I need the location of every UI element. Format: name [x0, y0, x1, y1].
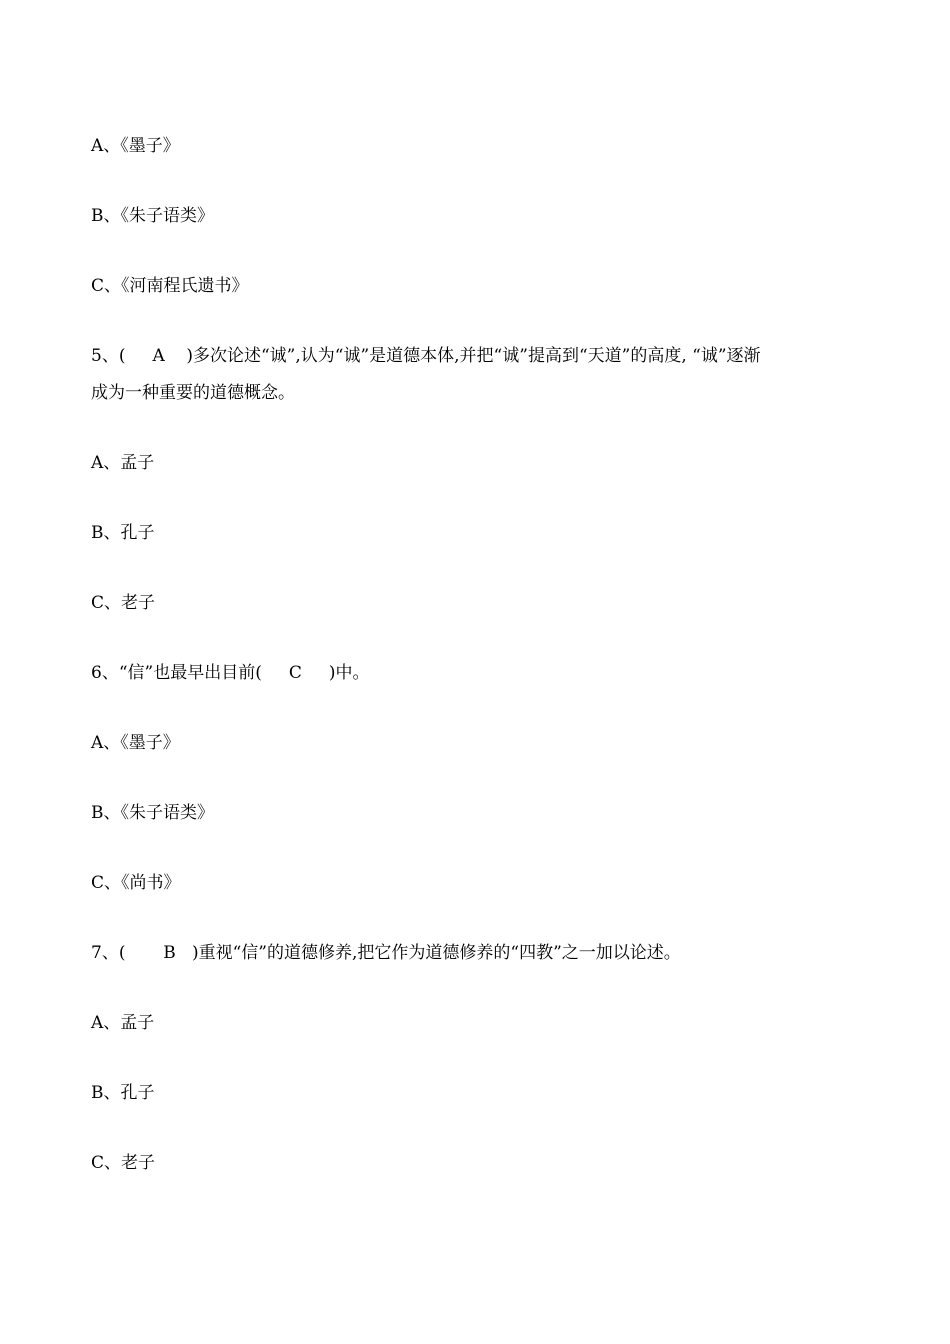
- q6-option-a: A、《墨子》: [91, 733, 180, 753]
- q5-option-a: A、孟子: [91, 453, 155, 473]
- q4-option-a: A、《墨子》: [91, 136, 180, 156]
- q5-question-line1: 5、( A )多次论述“诚”,认为“诚”是道德本体,并把“诚”提高到“天道”的高度, “诚”逐渐: [91, 346, 761, 366]
- q5-option-b: B、孔子: [91, 523, 155, 543]
- q7-question: 7、( B )重视“信”的道德修养,把它作为道德修养的“四教”之一加以论述。: [91, 943, 681, 963]
- q5-option-c: C、老子: [91, 593, 156, 613]
- q6-option-b: B、《朱子语类》: [91, 803, 214, 823]
- q7-option-b: B、孔子: [91, 1083, 155, 1103]
- q7-option-c: C、老子: [91, 1153, 156, 1173]
- q6-question: 6、“信”也最早出目前( C )中。: [91, 663, 370, 683]
- q4-option-b: B、《朱子语类》: [91, 206, 214, 226]
- q7-option-a: A、孟子: [91, 1013, 155, 1033]
- q6-option-c: C、《尚书》: [91, 873, 181, 893]
- q5-question-line2: 成为一种重要的道德概念。: [91, 383, 295, 403]
- q4-option-c: C、《河南程氏遗书》: [91, 276, 249, 296]
